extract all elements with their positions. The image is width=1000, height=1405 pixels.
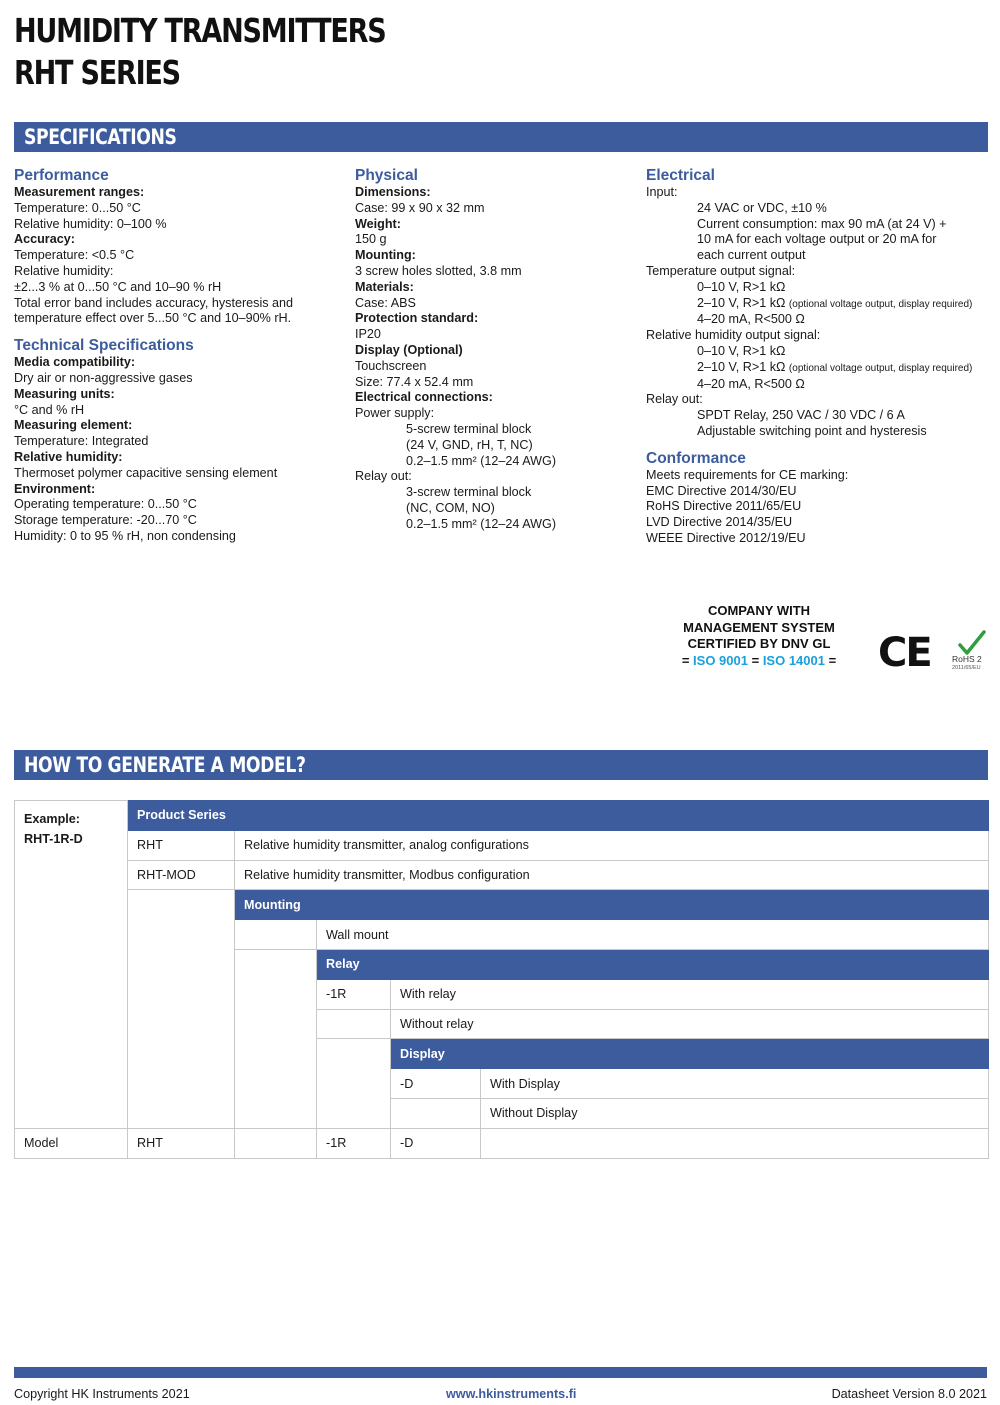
- spec-line: Dimensions:: [355, 185, 431, 199]
- model-table: [14, 800, 989, 1159]
- spec-line: Case: ABS: [355, 295, 416, 310]
- spec-line: 24 VAC or VDC, ±10 %: [697, 200, 827, 215]
- electrical-lines: [646, 185, 991, 440]
- physical-lines: [355, 185, 635, 533]
- spec-line: Temperature: Integrated: [14, 434, 149, 449]
- spec-line: 4–20 mA, R<500 Ω: [697, 376, 805, 391]
- technical-lines: [14, 355, 334, 545]
- electrical-heading: Electrical: [646, 167, 715, 184]
- specifications-header: SPECIFICATIONS: [14, 122, 988, 152]
- rohs-logo: [950, 630, 990, 675]
- conformance-heading: Conformance: [646, 449, 746, 467]
- electrical-block: [646, 167, 991, 547]
- spec-line: Relative humidity:: [14, 449, 123, 464]
- spec-line: Case: 99 x 90 x 32 mm: [355, 200, 485, 215]
- spec-line: temperature effect over 5...50 °C and 10–90% rH.: [14, 311, 292, 326]
- spec-line: 0.2–1.5 mm² (12–24 AWG): [406, 516, 557, 531]
- spec-line: °C and % rH: [14, 402, 85, 417]
- spec-line: Power supply:: [355, 406, 435, 421]
- iso-14001: ISO 14001: [762, 652, 825, 668]
- spec-line: Meets requirements for CE marking:: [646, 467, 849, 482]
- model-header: HOW TO GENERATE A MODEL?: [14, 750, 988, 780]
- performance-heading: Performance: [14, 167, 109, 184]
- model-summary-row: Model RHT -1R -D: [15, 1128, 989, 1158]
- spec-line: Environment:: [14, 481, 96, 496]
- spec-line: Temperature: <0.5 °C: [14, 248, 135, 263]
- cert-line-1: COMPANY WITH: [707, 603, 811, 618]
- title-line-1: HUMIDITY TRANSMITTERS: [14, 11, 386, 50]
- spec-line: EMC Directive 2014/30/EU: [646, 483, 797, 498]
- spec-line: Temperature: 0...50 °C: [14, 200, 141, 215]
- title-line-2: RHT SERIES: [14, 53, 180, 92]
- spec-line: Operating temperature: 0...50 °C: [14, 497, 197, 512]
- spec-line: Current consumption: max 90 mA (at 24 V) +: [697, 216, 947, 231]
- table-row: -D With Display: [15, 1069, 989, 1099]
- spec-line: each current output: [697, 248, 806, 263]
- table-row: RHT Relative humidity transmitter, analog configurations: [15, 830, 989, 860]
- spec-line: 4–20 mA, R<500 Ω: [697, 312, 805, 327]
- spec-line: Display (Optional): [355, 342, 463, 357]
- spec-line: Electrical connections:: [355, 390, 493, 405]
- spec-line: 10 mA for each voltage output or 20 mA for: [697, 232, 937, 247]
- spec-line: Protection standard:: [355, 311, 479, 326]
- spec-line: SPDT Relay, 250 VAC / 30 VDC / 6 A: [697, 408, 905, 423]
- page-title: [14, 10, 386, 94]
- spec-line: 0.2–1.5 mm² (12–24 AWG): [406, 453, 557, 468]
- spec-line: Input:: [646, 185, 678, 199]
- spec-line: 5-screw terminal block: [406, 421, 532, 436]
- spec-line: Relative humidity:: [14, 263, 114, 278]
- cert-iso-line: = ISO 9001 = ISO 14001 =: [681, 652, 837, 668]
- spec-line: Dry air or non-aggressive gases: [14, 370, 193, 385]
- certification-badge: [665, 603, 853, 669]
- spec-line: Relay out:: [355, 469, 412, 484]
- spec-line: Thermoset polymer capacitive sensing element: [14, 465, 278, 480]
- table-row: [15, 890, 989, 920]
- performance-block: [14, 167, 334, 545]
- spec-line: 3-screw terminal block: [406, 485, 532, 500]
- spec-line: Size: 77.4 x 52.4 mm: [355, 374, 474, 389]
- cert-line-2: MANAGEMENT SYSTEM: [683, 619, 835, 635]
- table-row: RHT-MOD Relative humidity transmitter, Modbus configuration: [15, 860, 989, 890]
- spec-line: Media compatibility:: [14, 355, 136, 370]
- spec-line: 2–10 V, R>1 kΩ (optional voltage output, display required): [697, 359, 973, 374]
- spec-line: Adjustable switching point and hysteresis: [697, 423, 927, 438]
- conformance-lines: [646, 468, 991, 547]
- rohs-directive: 2011/65/EU: [952, 665, 981, 671]
- physical-block: [355, 167, 635, 533]
- spec-line: Measurement ranges:: [14, 185, 145, 199]
- table-row: -1R With relay: [15, 979, 989, 1009]
- physical-heading: Physical: [355, 167, 418, 184]
- spec-line: Humidity: 0 to 95 % rH, non condensing: [14, 528, 236, 543]
- mounting-header: Mounting: [235, 890, 989, 920]
- spec-line: ±2...3 % at 0...50 °C and 10–90 % rH: [14, 279, 222, 294]
- performance-lines: [14, 185, 334, 327]
- display-header: Display: [391, 1039, 989, 1069]
- spec-line: Total error band includes accuracy, hysteresis and: [14, 295, 294, 310]
- spec-line: 2–10 V, R>1 kΩ (optional voltage output, display required): [697, 295, 973, 310]
- spec-line: Touchscreen: [355, 358, 427, 373]
- spec-line: RoHS Directive 2011/65/EU: [646, 499, 802, 514]
- spec-line: Materials:: [355, 279, 414, 294]
- spec-line: Measuring units:: [14, 386, 115, 401]
- spec-line: 0–10 V, R>1 kΩ: [697, 279, 786, 294]
- spec-line: IP20: [355, 327, 381, 342]
- ce-mark-logo: CE: [878, 630, 931, 676]
- footer-bar: [14, 1367, 987, 1378]
- spec-line: 150 g: [355, 232, 387, 247]
- spec-line: LVD Directive 2014/35/EU: [646, 515, 793, 530]
- example-cell: Example: RHT-1R-D: [15, 801, 128, 1129]
- spec-line: (NC, COM, NO): [406, 500, 495, 515]
- spec-line: (24 V, GND, rH, T, NC): [406, 437, 533, 452]
- footer-website-link[interactable]: www.hkinstruments.fi: [446, 1387, 577, 1401]
- spec-line: Mounting:: [355, 248, 416, 263]
- rohs-label: RoHS 2: [952, 654, 982, 664]
- technical-heading: Technical Specifications: [14, 337, 194, 355]
- spec-line: Relative humidity output signal:: [646, 328, 821, 343]
- relay-header: Relay: [317, 949, 989, 979]
- table-row: Without Display: [15, 1098, 989, 1128]
- spec-line: Relative humidity: 0–100 %: [14, 216, 167, 231]
- spec-line: Temperature output signal:: [646, 263, 796, 278]
- spec-line: Relay out:: [646, 392, 703, 407]
- table-row: Wall mount: [15, 920, 989, 950]
- footer-version: Datasheet Version 8.0 2021: [831, 1387, 987, 1401]
- cert-line-3: CERTIFIED BY DNV GL: [687, 636, 831, 651]
- product-series-header: Product Series: [128, 801, 989, 831]
- footer-copyright: Copyright HK Instruments 2021: [14, 1387, 190, 1401]
- spec-line: 0–10 V, R>1 kΩ: [697, 343, 786, 358]
- spec-line: 3 screw holes slotted, 3.8 mm: [355, 263, 522, 278]
- iso-9001: ISO 9001: [693, 652, 748, 668]
- spec-line: Weight:: [355, 216, 401, 231]
- table-row: Without relay: [15, 1009, 989, 1039]
- spec-line: Measuring element:: [14, 418, 133, 433]
- table-row: [15, 801, 989, 831]
- spec-line: Accuracy:: [14, 232, 75, 247]
- spec-line: WEEE Directive 2012/19/EU: [646, 530, 806, 545]
- spec-line: Storage temperature: -20...70 °C: [14, 513, 197, 528]
